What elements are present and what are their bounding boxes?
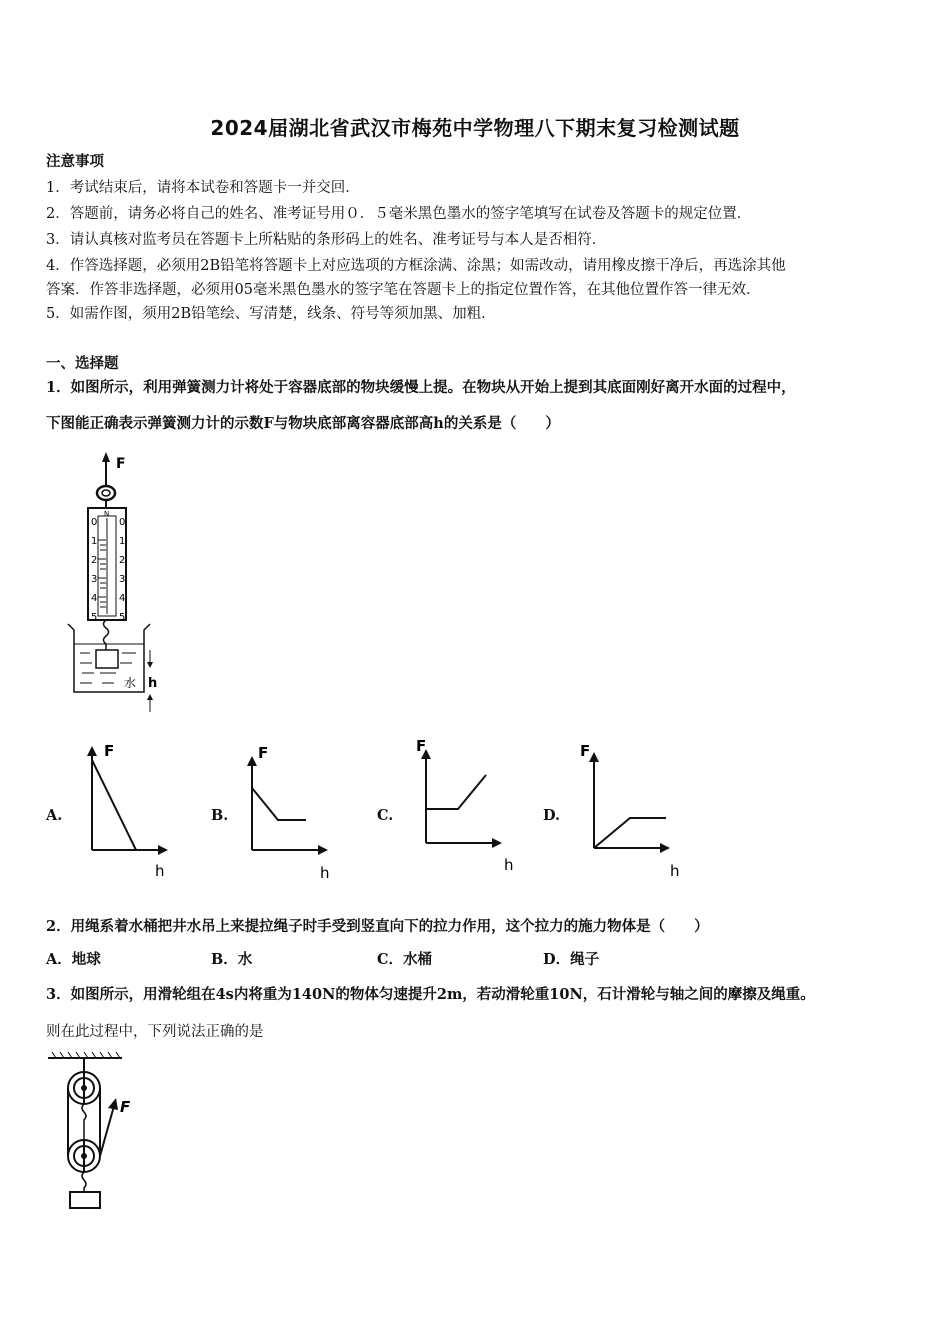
svg-text:3: 3 [119, 574, 126, 585]
scale-unit: N [104, 510, 110, 518]
svg-text:3: 3 [91, 574, 98, 585]
notice-item: 5．如需作图，须用2B铅笔绘、写清楚，线条、符号等须加黑、加粗． [46, 306, 496, 322]
question-1-line-2: 下图能正确表示弹簧测力计的示数F与物块底部离容器底部高h的关系是（ ） [46, 415, 560, 432]
force-label: F [116, 456, 126, 472]
spring-scale-figure [60, 450, 170, 718]
svg-text:0: 0 [91, 517, 98, 528]
notice-item: 3．请认真核对监考员在答题卡上所粘贴的条形码上的姓名、准考证号与本人是否相符． [46, 232, 607, 248]
water-label: 水 [124, 676, 137, 690]
question-3-line-2: 则在此过程中，下列说法正确的是 [46, 1024, 264, 1040]
option-d-label: D. [543, 807, 561, 824]
option-d-graph [578, 738, 688, 880]
option-c-graph [410, 735, 520, 875]
notice-item: 答案．作答非选择题，必须用05毫米黑色墨水的签字笔在答题卡上的指定位置作答，在其他位置作答一律无效． [46, 282, 761, 298]
svg-text:0: 0 [119, 517, 126, 528]
svg-text:F: F [580, 742, 591, 760]
q2-choice-b[interactable]: B．水 [211, 951, 253, 968]
height-label: h [148, 676, 158, 691]
svg-text:1: 1 [119, 536, 126, 547]
pulley-figure [44, 1050, 154, 1214]
pulley-force-label: F [120, 1098, 131, 1116]
notice-item: 2．答题前，请务必将自己的姓名、准考证号用０．５毫米黑色墨水的签字笔填写在试卷及答题卡的规定位置． [46, 206, 752, 222]
question-1-line-1: 1．如图所示，利用弹簧测力计将处于容器底部的物块缓慢上提。在物块从开始上提到其底面刚好离开水面的过程中， [46, 379, 796, 396]
svg-text:5: 5 [119, 612, 126, 623]
q2-choice-d[interactable]: D．绳子 [543, 951, 600, 968]
option-c-label: C. [377, 807, 394, 824]
question-3-line-1: 3．如图所示，用滑轮组在4s内将重为140N的物体匀速提升2m，若动滑轮重10N，石计滑轮与轴之间的摩擦及绳重。 [46, 986, 815, 1003]
question-2: 2．用绳系着水桶把井水吊上来提拉绳子时手受到竖直向下的拉力作用，这个拉力的施力物体是（ ） [46, 918, 709, 935]
svg-text:2: 2 [91, 555, 98, 566]
option-a-graph [80, 740, 180, 880]
svg-text:h: h [504, 856, 514, 874]
q2-choice-a[interactable]: A．地球 [46, 951, 101, 968]
q2-choice-c[interactable]: C．水桶 [377, 951, 433, 968]
svg-text:h: h [155, 862, 165, 880]
notice-item: 1．考试结束后，请将本试卷和答题卡一并交回． [46, 180, 360, 196]
option-b-label: B. [211, 807, 229, 824]
svg-text:h: h [320, 864, 330, 880]
page-title: 2024届湖北省武汉市梅苑中学物理八下期末复习检测试题 [210, 116, 740, 140]
svg-text:1: 1 [91, 536, 98, 547]
option-a-label: A. [46, 807, 63, 824]
notice-item: 4．作答选择题，必须用2B铅笔将答题卡上对应选项的方框涂满、涂黑；如需改动，请用橡皮擦干净后，再选涂其他 [46, 258, 786, 274]
svg-text:5: 5 [91, 612, 98, 623]
section-heading: 一、选择题 [46, 355, 119, 372]
option-b-graph [240, 740, 340, 880]
svg-text:4: 4 [91, 593, 98, 604]
svg-text:4: 4 [119, 593, 126, 604]
svg-text:F: F [258, 744, 269, 762]
notice-heading: 注意事项 [46, 153, 104, 170]
svg-text:h: h [670, 862, 680, 880]
svg-text:2: 2 [119, 555, 126, 566]
svg-text:F: F [104, 742, 115, 760]
svg-text:F: F [416, 737, 427, 755]
